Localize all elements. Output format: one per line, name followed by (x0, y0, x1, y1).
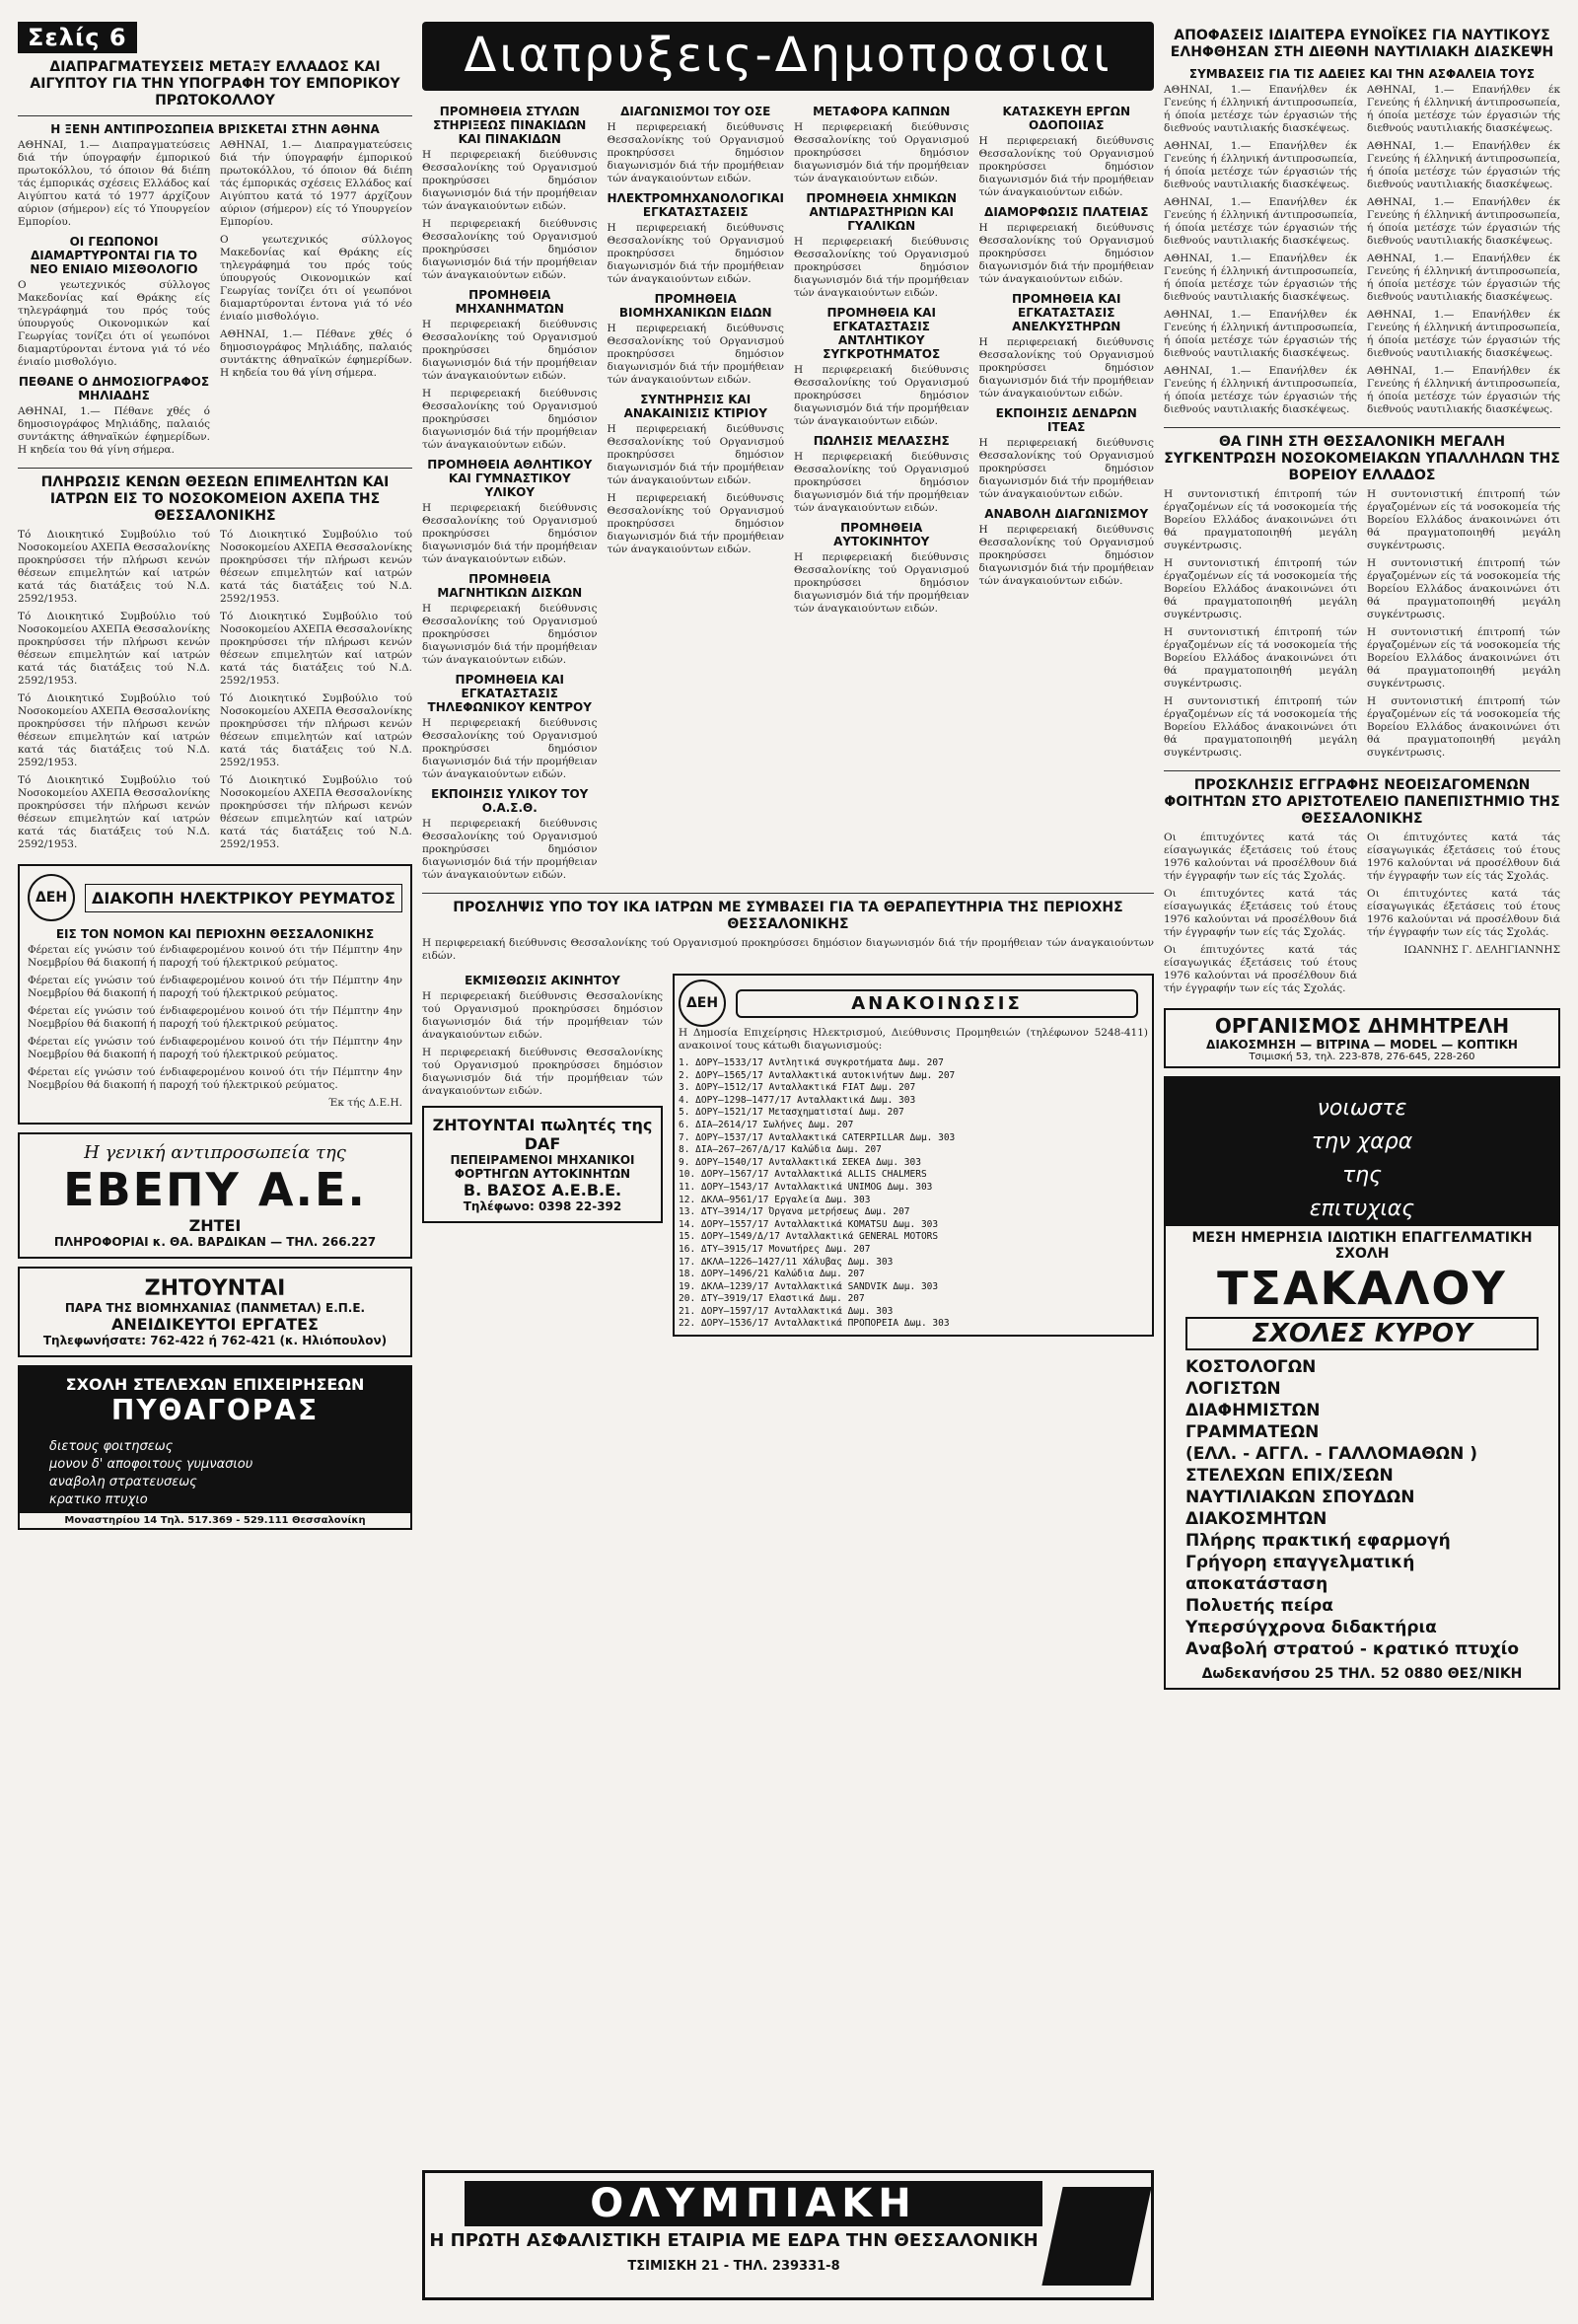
headline-university-enrollment: ΠΡΟΣΚΛΗΣΙΣ ΕΓΓΡΑΦΗΣ ΝΕΟΕΙΣΑΓΟΜΕΝΩΝ ΦΟΙΤΗΤΩΝ ΣΤΟ ΑΡΙΣΤΟΤΕΛΕΙΟ ΠΑΝΕΠΙΣΤΗΜΙΟ ΤΗΣ ΘΕΣΣΑΛΟΝΙΚΗΣ (1164, 777, 1560, 827)
dimitreli-title: ΟΡΓΑΝΙΣΜΟΣ ΔΗΜΗΤΡΕΛΗ (1214, 1014, 1510, 1038)
tender-heading: ΔΙΑΜΟΡΦΩΣΙΣ ΠΛΑΤΕΙΑΣ (984, 205, 1149, 219)
list-item: Αναβολή στρατού - κρατικό πτυχίο (1185, 1639, 1519, 1659)
list-item: (ΕΛΛ. - ΑΓΓΛ. - ΓΑΛΛΟΜΑΘΩΝ ) (1185, 1444, 1478, 1464)
announcements-title: ΑΝΑΚΟΙΝΩΣΙΣ (736, 989, 1138, 1018)
panmetal-workers: ΑΝΕΙΔΙΚΕΥΤΟΙ ΕΡΓΑΤΕΣ (111, 1315, 319, 1334)
article-body: ΑΘΗΝΑΙ, 1.— Επανήλθεν έκ Γενεύης ή έλληνική άντιπροσωπεία, ή όποία μετέσχε τών έργασιών τής διεθνούς ναυτιλιακής διασκέψεως. (1367, 253, 1560, 303)
ebepy-pre: Η γενική αντιπροσωπεία της (84, 1142, 346, 1163)
article-body: Φέρεται είς γνώσιν τού ένδιαφερομένου κοινού ότι τήν Πέμπτην 4ην Νοεμβρίου θά διακοπή ή παροχή τού ήλεκτρικού ρεύματος. (28, 1005, 402, 1030)
subhead-conventions: ΣΥΜΒΑΣΕΙΣ ΓΙΑ ΤΙΣ ΑΔΕΙΕΣ ΚΑΙ ΤΗΝ ΑΣΦΑΛΕΙΑ ΤΟΥΣ (1188, 67, 1536, 81)
article-body: Οι έπιτυχόντες κατά τάς είσαγωγικάς έξετάσεις τού έτους 1976 καλούνται νά προσέλθουν διά τήν έγγραφήν των είς τάς Σχολάς. (1164, 888, 1357, 938)
pythagoras-ad (18, 1365, 412, 1530)
center-column (422, 22, 1154, 1343)
dei-logo-icon: ΔΕΗ (28, 874, 75, 921)
feature-item: διετους φοιτησεως (49, 1439, 174, 1454)
article-body: Η περιφερειακή διεύθυνσις Θεσσαλονίκης τού Οργανισμού προκηρύσσει δημόσιον διαγωνισμόν διά τήν προμήθειαν τών άναγκαιούντων ειδών. (793, 236, 969, 299)
list-item: ΣΤΕΛΕΧΩΝ ΕΠΙΧ/ΣΕΩΝ (1185, 1466, 1394, 1486)
article-body: Οι έπιτυχόντες κατά τάς είσαγωγικάς έξετάσεις τού έτους 1976 καλούνται νά προσέλθουν διά τήν έγγραφήν των είς τάς Σχολάς. (1164, 832, 1357, 882)
article-body: Η περιφερειακή διεύθυνσις Θεσσαλονίκης τού Οργανισμού προκηρύσσει δημόσιον διαγωνισμόν διά τήν προμήθειαν τών άναγκαιούντων ειδών. (607, 121, 784, 184)
ebepy-wants: ΖΗΤΕΙ (188, 1216, 242, 1235)
list-item: ΚΟΣΤΟΛΟΓΩΝ (1185, 1357, 1317, 1377)
list-item: 3. ΔΟΡΥ—1512/17 Ανταλλακτικά FIAT Δωμ. 207 (679, 1082, 916, 1094)
article-body: Η συντονιστική έπιτροπή τών έργαζομένων είς τά νοσοκομεία τής Βορείου Ελλάδος άνακοινώνει ότι θά πραγματοποιηθή μεγάλη συγκέντρωσις. (1164, 695, 1357, 759)
ebepy-name: ΕΒΕΠΥ Α.Ε. (63, 1163, 367, 1216)
list-item: 18. ΔΟΡΥ—1496/21 Καλώδια Δωμ. 207 (679, 1269, 865, 1280)
article-body: Η συντονιστική έπιτροπή τών έργαζομένων είς τά νοσοκομεία τής Βορείου Ελλάδος άνακοινώνει ότι θά πραγματοποιηθή μεγάλη συγκέντρωσις. (1367, 626, 1560, 690)
zitountai-title: ΖΗΤΟΥΝΤΑΙ (144, 1276, 286, 1301)
headline-seafarers: ΑΠΟΦΑΣΕΙΣ ΙΔΙΑΙΤΕΡΑ ΕΥΝΟΪΚΕΣ ΓΙΑ ΝΑΥΤΙΚΟΥΣ ΕΛΗΦΘΗΣΑΝ ΣΤΗ ΔΙΕΘΝΗ ΝΑΥΤΙΛΙΑΚΗ ΔΙΑΣΚΕΨΗ (1170, 28, 1554, 60)
article-body: ΑΘΗΝΑΙ, 1.— Διαπραγματεύσεις διά τήν ύπογραφήν έμπορικού πρωτοκόλλου, τό όποιον θά διέπη τάς έμπορικάς σχέσεις Ελλάδος καί Αιγύπτου κατά τό 1977 άρχίζουν αύριον (σήμερον) είς τό Υπουργείον Εμπορίου. (18, 139, 210, 228)
article-body: Η περιφερειακή διεύθυνσις Θεσσαλονίκης τού Οργανισμού προκηρύσσει δημόσιον διαγωνισμόν διά τήν προμήθειαν τών άναγκαιούντων ειδών. (607, 423, 784, 486)
article-body: Η περιφερειακή διεύθυνσις Θεσσαλονίκης τού Οργανισμού προκηρύσσει δημόσιον διαγωνισμόν διά τήν προμήθειαν τών άναγκαιούντων ειδών. (978, 135, 1154, 198)
article-body: Τό Διοικητικό Συμβούλιο τού Νοσοκομείου ΑΧΕΠΑ Θεσσαλονίκης προκηρύσσει τήν πλήρωσι κενών θέσεων επιμελητών καί ιατρών κατά τάς διατάξεις τού Ν.Δ. 2592/1953. (18, 692, 210, 768)
panmetal-phone: Τηλεφωνήσατε: 762-422 ή 762-421 (κ. Ηλιόπουλον) (42, 1334, 388, 1347)
tender-heading: ΠΡΟΜΗΘΕΙΑ ΑΥΤΟΚΙΝΗΤΟΥ (833, 521, 930, 548)
list-item: ΔΙΑΚΟΣΜΗΤΩΝ (1185, 1509, 1327, 1529)
slogan-line: νοιωστε (1317, 1096, 1407, 1121)
article-body: Η συντονιστική έπιτροπή τών έργαζομένων είς τά νοσοκομεία τής Βορείου Ελλάδος άνακοινώνει ότι θά πραγματοποιηθή μεγάλη συγκέντρωσις. (1367, 557, 1560, 620)
dimitreli-ad (1164, 1008, 1560, 1068)
article-body: Η συντονιστική έπιτροπή τών έργαζομένων είς τά νοσοκομεία τής Βορείου Ελλάδος άνακοινώνει ότι θά πραγματοποιηθή μεγάλη συγκέντρωσις. (1367, 488, 1560, 551)
daf-line: ΠΕΠΕΙΡΑΜΕΝΟΙ ΜΗΧΑΝΙΚΟΙ ΦΟΡΤΗΓΩΝ ΑΥΤΟΚΙΝΗΤΩΝ (450, 1153, 635, 1181)
olympiaki-tagline: Η ΠΡΩΤΗ ΑΣΦΑΛΙΣΤΙΚΗ ΕΤΑΙΡΙΑ ΜΕ ΕΔΡΑ ΤΗΝ ΘΕΣΣΑΛΟΝΙΚΗ (429, 2230, 1039, 2251)
subhead-agronomists: ΟΙ ΓΕΩΠΟΝΟΙ ΔΙΑΜΑΡΤΥΡΟΝΤΑΙ ΓΙΑ ΤΟ ΝΕΟ ΕΝΙΑΙΟ ΜΙΣΘΟΛΟΓΙΟ (30, 235, 198, 276)
article-body: ΑΘΗΝΑΙ, 1.— Επανήλθεν έκ Γενεύης ή έλληνική άντιπροσωπεία, ή όποία μετέσχε τών έργασιών τής διεθνούς ναυτιλιακής διασκέψεως. (1164, 140, 1357, 190)
tender-heading: ΠΡΟΜΗΘΕΙΑ ΜΑΓΝΗΤΙΚΩΝ ΔΙΣΚΩΝ (437, 572, 583, 600)
article-body: Οι έπιτυχόντες κατά τάς είσαγωγικάς έξετάσεις τού έτους 1976 καλούνται νά προσέλθουν διά τήν έγγραφήν των είς τάς Σχολάς. (1164, 944, 1357, 994)
article-body: Φέρεται είς γνώσιν τού ένδιαφερομένου κοινού ότι τήν Πέμπτην 4ην Νοεμβρίου θά διακοπή ή παροχή τού ήλεκτρικού ρεύματος. (28, 1036, 402, 1060)
ebepy-ad (18, 1132, 412, 1259)
power-cut-title: ΔΙΑΚΟΠΗ ΗΛΕΚΤΡΙΚΟΥ ΡΕΥΜΑΤΟΣ (85, 884, 402, 912)
article-body: ΑΘΗΝΑΙ, 1.— Επανήλθεν έκ Γενεύης ή έλληνική άντιπροσωπεία, ή όποία μετέσχε τών έργασιών τής διεθνούς ναυτιλιακής διασκέψεως. (1164, 253, 1357, 303)
tsakalou-subtitle: ΣΧΟΛΕΣ ΚΥΡΟΥ (1185, 1317, 1539, 1350)
subhead-journalist-death: ΠΕΘΑΝΕ Ο ΔΗΜΟΣΙΟΓΡΑΦΟΣ ΜΗΛΙΑΔΗΣ (18, 375, 210, 402)
headline-ika-doctors: ΠΡΟΣΛΗΨΙΣ ΥΠΟ ΤΟΥ ΙΚΑ ΙΑΤΡΩΝ ΜΕ ΣΥΜΒΑΣΕΙ ΓΙΑ ΤΑ ΘΕΡΑΠΕΥΤΗΡΙΑ ΤΗΣ ΠΕΡΙΟΧΗΣ ΘΕΣΣΑΛΟΝΙΚΗΣ (453, 900, 1123, 932)
slogan-line: την χαρα (1311, 1129, 1413, 1154)
tender-heading: ΕΚΠΟΙΗΣΙΣ ΥΛΙΚΟΥ ΤΟΥ Ο.Α.Σ.Θ. (431, 787, 589, 815)
article-body: Η συντονιστική έπιτροπή τών έργαζομένων είς τά νοσοκομεία τής Βορείου Ελλάδος άνακοινώνει ότι θά πραγματοποιηθή μεγάλη συγκέντρωσις. (1164, 557, 1357, 620)
article-body: ΑΘΗΝΑΙ, 1.— Διαπραγματεύσεις διά τήν ύπογραφήν έμπορικού πρωτοκόλλου, τό όποιον θά διέπη τάς έμπορικάς σχέσεις Ελλάδος καί Αιγύπτου κατά τό 1977 άρχίζουν αύριον (σήμερον) είς τό Υπουργείον Εμπορίου. (220, 139, 412, 228)
list-item: 9. ΔΟΡΥ—1540/17 Ανταλλακτικά ΣΕΚΕΑ Δωμ. 303 (679, 1156, 921, 1168)
discus-thrower-logo-icon (1041, 2187, 1151, 2286)
tender-heading: ΣΥΝΤΗΡΗΣΙΣ ΚΑΙ ΑΝΑΚΑΙΝΙΣΙΣ ΚΤΙΡΙΟΥ (623, 393, 767, 420)
subhead-delegation: Η ΞΕΝΗ ΑΝΤΙΠΡΟΣΩΠΕΙΑ ΒΡΙΣΚΕΤΑΙ ΣΤΗΝ ΑΘΗΝΑ (50, 122, 380, 136)
tender-heading: ΚΑΤΑΣΚΕΥΗ ΕΡΓΩΝ ΟΔΟΠΟΙΙΑΣ (1002, 105, 1130, 132)
panmetal-ad (18, 1267, 412, 1357)
article-body: Η περιφερειακή διεύθυνσις Θεσσαλονίκης τού Οργανισμού προκηρύσσει δημόσιον διαγωνισμόν διά τήν προμήθειαν τών άναγκαιούντων ειδών. (422, 937, 1154, 962)
article-body: ΑΘΗΝΑΙ, 1.— Επανήλθεν έκ Γενεύης ή έλληνική άντιπροσωπεία, ή όποία μετέσχε τών έργασιών τής διεθνούς ναυτιλιακής διασκέψεως. (1367, 84, 1560, 134)
article-body: Η περιφερειακή διεύθυνσις Θεσσαλονίκης τού Οργανισμού προκηρύσσει δημόσιον διαγωνισμόν διά τήν προμήθειαν τών άναγκαιούντων ειδών. (422, 319, 598, 382)
list-item: 4. ΔΟΡΥ—1298—1477/17 Ανταλλακτικά Δωμ. 303 (679, 1094, 916, 1106)
daf-title: ΖΗΤΟΥΝΤΑΙ πωλητές της DAF (432, 1116, 653, 1153)
article-body: ΑΘΗΝΑΙ, 1.— Επανήλθεν έκ Γενεύης ή έλληνική άντιπροσωπεία, ή όποία μετέσχε τών έργασιών τής διεθνούς ναυτιλιακής διασκέψεως. (1367, 365, 1560, 415)
signature: ΙΩΑΝΝΗΣ Γ. ΔΕΛΗΓΙΑΝΝΗΣ (1403, 944, 1560, 956)
pythagoras-title: ΣΧΟΛΗ ΣΤΕΛΕΧΩΝ ΕΠΙΧΕΙΡΗΣΕΩΝ (65, 1375, 365, 1394)
right-column (1164, 22, 1560, 1698)
article-body: Τό Διοικητικό Συμβούλιο τού Νοσοκομείου ΑΧΕΠΑ Θεσσαλονίκης προκηρύσσει τήν πλήρωσι κενών θέσεων επιμελητών καί ιατρών κατά τάς διατάξεις τού Ν.Δ. 2592/1953. (18, 774, 210, 850)
article-body: Η περιφερειακή διεύθυνσις Θεσσαλονίκης τού Οργανισμού προκηρύσσει δημόσιον διαγωνισμόν διά τήν προμήθειαν τών άναγκαιούντων ειδών. (978, 222, 1154, 285)
tsakalou-address: Δωδεκανήσου 25 ΤΗΛ. 52 0880 ΘΕΣ/ΝΙΚΗ (1201, 1666, 1523, 1682)
tender-heading: ΠΡΟΜΗΘΕΙΑ ΧΗΜΙΚΩΝ ΑΝΤΙΔΡΑΣΤΗΡΙΩΝ ΚΑΙ ΓΥΑΛΙΚΩΝ (806, 191, 958, 233)
dimitreli-address: Τσιμισκή 53, τηλ. 223-878, 276-645, 228-260 (1249, 1052, 1475, 1062)
tsakalou-school-ad (1164, 1076, 1560, 1690)
list-item: Πλήρης πρακτική εφαρμογή (1185, 1531, 1451, 1551)
article-body: Φέρεται είς γνώσιν τού ένδιαφερομένου κοινού ότι τήν Πέμπτην 4ην Νοεμβρίου θά διακοπή ή παροχή τού ήλεκτρικού ρεύματος. (28, 944, 402, 969)
article-body: ΑΘΗΝΑΙ, 1.— Επανήλθεν έκ Γενεύης ή έλληνική άντιπροσωπεία, ή όποία μετέσχε τών έργασιών τής διεθνούς ναυτιλιακής διασκέψεως. (1164, 196, 1357, 247)
headline-hospital-staff: ΘΑ ΓΙΝΗ ΣΤΗ ΘΕΣΣΑΛΟΝΙΚΗ ΜΕΓΑΛΗ ΣΥΓΚΕΝΤΡΩΣΗ ΝΟΣΟΚΟΜΕΙΑΚΩΝ ΥΠΑΛΛΗΛΩΝ ΤΗΣ ΒΟΡΕΙΟΥ ΕΛΛΑΔΟΣ (1164, 434, 1560, 483)
list-item: 5. ΔΟΡΥ—1521/17 Μετασχηματισταί Δωμ. 207 (679, 1107, 904, 1119)
article-body: Η περιφερειακή διεύθυνσις Θεσσαλονίκης τού Οργανισμού προκηρύσσει δημόσιον διαγωνισμόν διά τήν προμήθειαν τών άναγκαιούντων ειδών. (422, 388, 598, 451)
daf-company: Β. ΒΑΣΟΣ Α.Ε.Β.Ε. (463, 1181, 622, 1199)
article-body: Η περιφερειακή διεύθυνσις Θεσσαλονίκης τού Οργανισμού προκηρύσσει δημόσιον διαγωνισμόν διά τήν προμήθειαν τών άναγκαιούντων ειδών. (793, 364, 969, 427)
list-item: 10. ΔΟΡΥ—1567/17 Ανταλλακτικά ALLIS CHALMERS (679, 1169, 927, 1181)
article-body: Η περιφερειακή διεύθυνσις Θεσσαλονίκης τού Οργανισμού προκηρύσσει δημόσιον διαγωνισμόν διά τήν προμήθειαν τών άναγκαιούντων ειδών. (607, 222, 784, 285)
power-cut-subtitle: ΕΙΣ ΤΟΝ ΝΟΜΟΝ ΚΑΙ ΠΕΡΙΟΧΗΝ ΘΕΣΣΑΛΟΝΙΚΗΣ (55, 927, 375, 941)
tender-heading: ΠΡΟΜΗΘΕΙΑ ΒΙΟΜΗΧΑΝΙΚΩΝ ΕΙΔΩΝ (618, 292, 772, 320)
ebepy-contact: ΠΛΗΡΟΦΟΡΙΑΙ κ. ΘΑ. ΒΑΡΔΙΚΑΝ — ΤΗΛ. 266.227 (53, 1235, 377, 1249)
list-item: 12. ΔΚΛΑ—9561/17 Εργαλεία Δωμ. 303 (679, 1194, 871, 1205)
tender-heading: ΕΚΠΟΙΗΣΙΣ ΔΕΝΔΡΩΝ ΙΤΕΑΣ (995, 406, 1137, 434)
pythagoras-name: ΠΥΘΑΓΟΡΑΣ (110, 1394, 320, 1426)
list-item: 1. ΔΟΡΥ—1533/17 Αντλητικά συγκροτήματα Δωμ. 207 (679, 1057, 944, 1068)
article-body: Φέρεται είς γνώσιν τού ένδιαφερομένου κοινού ότι τήν Πέμπτην 4ην Νοεμβρίου θά διακοπή ή παροχή τού ήλεκτρικού ρεύματος. (28, 1066, 402, 1091)
article-body: Οι έπιτυχόντες κατά τάς είσαγωγικάς έξετάσεις τού έτους 1976 καλούνται νά προσέλθουν διά τήν έγγραφήν των είς τάς Σχολάς. (1367, 888, 1560, 938)
dei-logo-icon: ΔΕΗ (679, 980, 726, 1027)
tender-heading: ΠΡΟΜΗΘΕΙΑ ΚΑΙ ΕΓΚΑΤΑΣΤΑΣΙΣ ΑΝΕΛΚΥΣΤΗΡΩΝ (1012, 292, 1121, 333)
headline-egypt-protocol: ΔΙΑΠΡΑΓΜΑΤΕΥΣΕΙΣ ΜΕΤΑΞΥ ΕΛΛΑΔΟΣ ΚΑΙ ΑΙΓΥΠΤΟΥ ΓΙΑ ΤΗΝ ΥΠΟΓΡΑΦΗ ΤΟΥ ΕΜΠΟΡΙΚΟΥ ΠΡΩΤΟΚΟΛΛΟΥ (30, 59, 400, 109)
article-body: Η περιφερειακή διεύθυνσις Θεσσαλονίκης τού Οργανισμού προκηρύσσει δημόσιον διαγωνισμόν διά τήν προμήθειαν τών άναγκαιούντων ειδών. (978, 336, 1154, 399)
dei-signature: Έκ τής Δ.Ε.Η. (327, 1097, 402, 1109)
panmetal-company: ΠΑΡΑ ΤΗΣ ΒΙΟΜΗΧΑΝΙΑΣ (ΠΑΝΜΕΤΑΛ) Ε.Π.Ε. (64, 1301, 366, 1315)
article-body: ΑΘΗΝΑΙ, 1.— Πέθανε χθές ό δημοσιογράφος Μηλιάδης, παλαιός συντάκτης άθηναϊκών έφημερίδων. Η κηδεία του θά γίνη σήμερα. (220, 328, 412, 379)
article-body: Η περιφερειακή διεύθυνσις Θεσσαλονίκης τού Οργανισμού προκηρύσσει δημόσιον διαγωνισμόν διά τήν προμήθειαν τών άναγκαιούντων ειδών. (793, 451, 969, 514)
list-item: 8. ΔΙΑ—267—267/Δ/17 Καλώδια Δωμ. 207 (679, 1144, 882, 1156)
article-body: ΑΘΗΝΑΙ, 1.— Επανήλθεν έκ Γενεύης ή έλληνική άντιπροσωπεία, ή όποία μετέσχε τών έργασιών τής διεθνούς ναυτιλιακής διασκέψεως. (1367, 140, 1560, 190)
article-body: ΑΘΗΝΑΙ, 1.— Επανήλθεν έκ Γενεύης ή έλληνική άντιπροσωπεία, ή όποία μετέσχε τών έργασιών τής διεθνούς ναυτιλιακής διασκέψεως. (1367, 309, 1560, 359)
article-body: Τό Διοικητικό Συμβούλιο τού Νοσοκομείου ΑΧΕΠΑ Θεσσαλονίκης προκηρύσσει τήν πλήρωσι κενών θέσεων επιμελητών καί ιατρών κατά τάς διατάξεις τού Ν.Δ. 2592/1953. (220, 692, 412, 768)
article-body: Η περιφερειακή διεύθυνσις Θεσσαλονίκης τού Οργανισμού προκηρύσσει δημόσιον διαγωνισμόν διά τήν προμήθειαν τών άναγκαιούντων ειδών. (978, 437, 1154, 500)
list-item: 13. ΔΤΥ—3914/17 Όργανα μετρήσεως Δωμ. 207 (679, 1206, 910, 1218)
list-item: Γρήγορη επαγγελματική αποκατάσταση (1185, 1553, 1415, 1594)
tender-heading: ΑΝΑΒΟΛΗ ΔΙΑΓΩΝΙΣΜΟΥ (984, 507, 1149, 521)
article-body: Φέρεται είς γνώσιν τού ένδιαφερομένου κοινού ότι τήν Πέμπτην 4ην Νοεμβρίου θά διακοπή ή παροχή τού ήλεκτρικού ρεύματος. (28, 975, 402, 999)
headline-axepa-positions: ΠΛΗΡΩΣΙΣ ΚΕΝΩΝ ΘΕΣΕΩΝ ΕΠΙΜΕΛΗΤΩΝ ΚΑΙ ΙΑΤΡΩΝ ΕΙΣ ΤΟ ΝΟΣΟΚΟΜΕΙΟΝ ΑΧΕΠΑ ΤΗΣ ΘΕΣΣΑΛΟΝΙΚΗΣ (40, 474, 390, 524)
list-item: 16. ΔΤΥ—3915/17 Μονωτήρες Δωμ. 207 (679, 1243, 871, 1255)
tender-heading: ΠΡΟΜΗΘΕΙΑ ΚΑΙ ΕΓΚΑΤΑΣΤΑΣΙΣ ΑΝΤΛΗΤΙΚΟΥ ΣΥΓΚΡΟΤΗΜΑΤΟΣ (823, 306, 941, 361)
feature-item: αναβολη στρατευσεως (49, 1475, 197, 1489)
article-body: Η περιφερειακή διεύθυνσις Θεσσαλονίκης τού Οργανισμού προκηρύσσει δημόσιον διαγωνισμόν διά τήν προμήθειαν τών άναγκαιούντων ειδών. (607, 492, 784, 555)
list-item: 21. ΔΟΡΥ—1597/17 Ανταλλακτικά Δωμ. 303 (679, 1305, 894, 1317)
article-body: Τό Διοικητικό Συμβούλιο τού Νοσοκομείου ΑΧΕΠΑ Θεσσαλονίκης προκηρύσσει τήν πλήρωσι κενών θέσεων επιμελητών καί ιατρών κατά τάς διατάξεις τού Ν.Δ. 2592/1953. (18, 529, 210, 605)
tender-heading: ΠΡΟΜΗΘΕΙΑ ΜΗΧΑΝΗΜΑΤΩΝ (455, 288, 564, 316)
left-column (18, 22, 412, 1538)
olympiaki-insurance-ad (422, 2170, 1154, 2300)
article-body: Τό Διοικητικό Συμβούλιο τού Νοσοκομείου ΑΧΕΠΑ Θεσσαλονίκης προκηρύσσει τήν πλήρωσι κενών θέσεων επιμελητών καί ιατρών κατά τάς διατάξεις τού Ν.Δ. 2592/1953. (220, 611, 412, 687)
slogan-line: επιτυχιας (1309, 1197, 1415, 1221)
article-body: Τό Διοικητικό Συμβούλιο τού Νοσοκομείου ΑΧΕΠΑ Θεσσαλονίκης προκηρύσσει τήν πλήρωσι κενών θέσεων επιμελητών καί ιατρών κατά τάς διατάξεις τού Ν.Δ. 2592/1953. (220, 529, 412, 605)
dei-power-cut-notice (18, 864, 412, 1125)
article-body: ΑΘΗΝΑΙ, 1.— Πέθανε χθές ό δημοσιογράφος Μηλιάδης, παλαιός συντάκτης άθηναϊκών έφημερίδων. Η κηδεία του θά γίνη σήμερα. (18, 405, 210, 456)
article-body: Η περιφερειακή διεύθυνσις Θεσσαλονίκης τού Οργανισμού προκηρύσσει δημόσιον διαγωνισμόν διά τήν προμήθειαν τών άναγκαιούντων ειδών. (422, 149, 598, 212)
list-item: Πολυετής πείρα (1185, 1596, 1333, 1616)
announcements-list (679, 1057, 1148, 1331)
article-body: Η περιφερειακή διεύθυνσις Θεσσαλονίκης τού Οργανισμού προκηρύσσει δημόσιον διαγωνισμόν διά τήν προμήθειαν τών άναγκαιούντων ειδών. (422, 603, 598, 666)
tender-heading: ΗΛΕΚΤΡΟΜΗΧΑΝΟΛΟΓΙΚΑΙ ΕΓΚΑΤΑΣΤΑΣΕΙΣ (607, 191, 784, 219)
list-item: ΔΙΑΦΗΜΙΣΤΩΝ (1185, 1401, 1321, 1420)
article-body: ΑΘΗΝΑΙ, 1.— Επανήλθεν έκ Γενεύης ή έλληνική άντιπροσωπεία, ή όποία μετέσχε τών έργασιών τής διεθνούς ναυτιλιακής διασκέψεως. (1164, 365, 1357, 415)
list-item: ΓΡΑΜΜΑΤΕΩΝ (1185, 1422, 1320, 1442)
article-body: ΑΘΗΝΑΙ, 1.— Επανήλθεν έκ Γενεύης ή έλληνική άντιπροσωπεία, ή όποία μετέσχε τών έργασιών τής διεθνούς ναυτιλιακής διασκέψεως. (1164, 84, 1357, 134)
list-item: 7. ΔΟΡΥ—1537/17 Ανταλλακτικά CATERPILLAR Δωμ. 303 (679, 1131, 956, 1143)
list-item: 17. ΔΚΛΑ—1226—1427/11 Χάλυβας Δωμ. 303 (679, 1256, 894, 1268)
article-body: ΑΘΗΝΑΙ, 1.— Επανήλθεν έκ Γενεύης ή έλληνική άντιπροσωπεία, ή όποία μετέσχε τών έργασιών τής διεθνούς ναυτιλιακής διασκέψεως. (1164, 309, 1357, 359)
graduate-photo (1166, 1078, 1558, 1226)
article-body: Ο γεωτεχνικός σύλλογος Μακεδονίας καί Θράκης είς τηλεγράφημά του πρός τούς ύπουργούς Οικονομικών καί Γεωργίας τονίζει ότι οί γεωπόνοι διαμαρτύρονται έντονα γιά τό νέο ένιαίο μισθολόγιο. (220, 234, 412, 323)
olympiaki-address: ΤΣΙΜΙΣΚΗ 21 - ΤΗΛ. 239331-8 (627, 2259, 840, 2274)
daf-ad (422, 1106, 663, 1223)
tender-heading: ΜΕΤΑΦΟΡΑ ΚΑΠΝΩΝ (813, 105, 951, 118)
tender-heading: ΠΩΛΗΣΙΣ ΜΕΛΑΣΣΗΣ (813, 434, 950, 448)
page-number-tag: Σελίς 6 (18, 22, 137, 53)
article-body: Η συντονιστική έπιτροπή τών έργαζομένων είς τά νοσοκομεία τής Βορείου Ελλάδος άνακοινώνει ότι θά πραγματοποιηθή μεγάλη συγκέντρωσις. (1164, 626, 1357, 690)
pythagoras-address: Μοναστηρίου 14 Τηλ. 517.369 - 529.111 Θεσσαλονίκη (64, 1515, 366, 1526)
tender-heading: ΠΡΟΜΗΘΕΙΑ ΚΑΙ ΕΓΚΑΤΑΣΤΑΣΙΣ ΤΗΛΕΦΩΝΙΚΟΥ ΚΕΝΤΡΟΥ (427, 673, 592, 714)
article-body: Ο γεωτεχνικός σύλλογος Μακεδονίας καί Θράκης είς τηλεγράφημά του πρός τούς ύπουργούς Οικονομικών καί Γεωργίας τονίζει ότι οί γεωπόνοι διαμαρτύρονται έντονα γιά τό νέο ένιαίο μισθολόγιο. (18, 279, 210, 368)
article-body: Η περιφερειακή διεύθυνσις Θεσσαλονίκης τού Οργανισμού προκηρύσσει δημόσιον διαγωνισμόν διά τήν προμήθειαν τών άναγκαιούντων ειδών. (422, 218, 598, 281)
feature-item: μονον δ' αποφοιτους γυμνασιου (49, 1457, 253, 1472)
article-body: Η συντονιστική έπιτροπή τών έργαζομένων είς τά νοσοκομεία τής Βορείου Ελλάδος άνακοινώνει ότι θά πραγματοποιηθή μεγάλη συγκέντρωσις. (1164, 488, 1357, 551)
pythagoras-features (20, 1434, 410, 1513)
list-item: 2. ΔΟΡΥ—1565/17 Ανταλλακτικά αυτοκινήτων Δωμ. 207 (679, 1069, 956, 1081)
article-body: Η περιφερειακή διεύθυνσις Θεσσαλονίκης τού Οργανισμού προκηρύσσει δημόσιον διαγωνισμόν διά τήν προμήθειαν τών άναγκαιούντων ειδών. (607, 323, 784, 386)
feature-item: κρατικο πτυχιο (49, 1492, 148, 1507)
list-item: ΝΑΥΤΙΛΙΑΚΩΝ ΣΠΟΥΔΩΝ (1185, 1488, 1415, 1507)
tender-heading: ΔΙΑΓΩΝΙΣΜΟΙ ΤΟΥ ΟΣΕ (620, 105, 771, 118)
list-item: 20. ΔΤΥ—3919/17 Ελαστικά Δωμ. 207 (679, 1293, 865, 1305)
list-item: Υπερσύγχρονα διδακτήρια (1185, 1618, 1437, 1637)
article-body: Η περιφερειακή διεύθυνσις Θεσσαλονίκης τού Οργανισμού προκηρύσσει δημόσιον διαγωνισμόν διά τήν προμήθειαν τών άναγκαιούντων ειδών. (978, 524, 1154, 587)
article-body: Η περιφερειακή διεύθυνσις Θεσσαλονίκης τού Οργανισμού προκηρύσσει δημόσιον διαγωνισμόν διά τήν προμήθειαν τών άναγκαιούντων ειδών. (422, 502, 598, 565)
list-item: 19. ΔΚΛΑ—1239/17 Ανταλλακτικά SANDVIK Δωμ. 303 (679, 1280, 939, 1292)
slogan-line: της (1341, 1163, 1383, 1188)
list-item: 6. ΔΙΑ—2614/17 Σωλήνες Δωμ. 207 (679, 1119, 854, 1130)
tsakalou-name: ΤΣΑΚΑΛΟΥ (1217, 1262, 1507, 1315)
daf-phone: Τηλέφωνο: 0398 22-392 (463, 1199, 622, 1213)
list-item: 11. ΔΟΡΥ—1543/17 Ανταλλακτικά UNIMOG Δωμ. 303 (679, 1181, 933, 1193)
article-body: Η περιφερειακή διεύθυνσις Θεσσαλονίκης τού Οργανισμού προκηρύσσει δημόσιον διαγωνισμόν διά τήν προμήθειαν τών άναγκαιούντων ειδών. (422, 990, 663, 1041)
list-item: 15. ΔΟΡΥ—1549/Δ/17 Ανταλλακτικά GENERAL MOTORS (679, 1231, 939, 1243)
olympiaki-name: ΟΛΥΜΠΙΑΚΗ (465, 2181, 1042, 2226)
tsakalou-pre: ΜΕΣΗ ΗΜΕΡΗΣΙΑ ΙΔΙΩΤΙΚΗ ΕΠΑΓΓΕΛΜΑΤΙΚΗ ΣΧΟΛΗ (1191, 1230, 1533, 1262)
tender-heading: ΠΡΟΜΗΘΕΙΑ ΑΘΛΗΤΙΚΟΥ ΚΑΙ ΓΥΜΝΑΣΤΙΚΟΥ ΥΛΙΚΟΥ (427, 458, 593, 499)
article-body: Η περιφερειακή διεύθυνσις Θεσσαλονίκης τού Οργανισμού προκηρύσσει δημόσιον διαγωνισμόν διά τήν προμήθειαν τών άναγκαιούντων ειδών. (422, 717, 598, 780)
article-body: Η περιφερειακή διεύθυνσις Θεσσαλονίκης τού Οργανισμού προκηρύσσει δημόσιον διαγωνισμόν διά τήν προμήθειαν τών άναγκαιούντων ειδών. (422, 818, 598, 881)
section-banner: Διαπρυξεις-Δημοπρασιαι (422, 22, 1154, 91)
list-item: 22. ΔΟΡΥ—1536/17 Ανταλλακτικά ΠΡΟΠΟΡΕΙΑ Δωμ. 303 (679, 1318, 950, 1330)
announcements-intro: Η Δημοσία Επιχείρησις Ηλεκτρισμού, Διεύθυνσις Προμηθειών (τηλέφωνον 5248-411) ανακοινοί τους κάτωθι διαγωνισμούς: (679, 1027, 1148, 1052)
article-body: Η συντονιστική έπιτροπή τών έργαζομένων είς τά νοσοκομεία τής Βορείου Ελλάδος άνακοινώνει ότι θά πραγματοποιηθή μεγάλη συγκέντρωσις. (1367, 695, 1560, 759)
article-body: ΑΘΗΝΑΙ, 1.— Επανήλθεν έκ Γενεύης ή έλληνική άντιπροσωπεία, ή όποία μετέσχε τών έργασιών τής διεθνούς ναυτιλιακής διασκέψεως. (1367, 196, 1560, 247)
article-body: Οι έπιτυχόντες κατά τάς είσαγωγικάς έξετάσεις τού έτους 1976 καλούνται νά προσέλθουν διά τήν έγγραφήν των είς τάς Σχολάς. (1367, 832, 1560, 882)
list-item: 14. ΔΟΡΥ—1557/17 Ανταλλακτικά KOMATSU Δωμ. 303 (679, 1218, 939, 1230)
article-body: Τό Διοικητικό Συμβούλιο τού Νοσοκομείου ΑΧΕΠΑ Θεσσαλονίκης προκηρύσσει τήν πλήρωσι κενών θέσεων επιμελητών καί ιατρών κατά τάς διατάξεις τού Ν.Δ. 2592/1953. (18, 611, 210, 687)
dimitreli-services: ΔΙΑΚΟΣΜΗΣΗ — ΒΙΤΡΙΝΑ — MODEL — ΚΟΠΤΙΚΗ (1206, 1038, 1518, 1052)
list-item: ΛΟΓΙΣΤΩΝ (1185, 1379, 1281, 1399)
tsakalou-programs (1166, 1356, 1558, 1660)
article-body: Η περιφερειακή διεύθυνσις Θεσσαλονίκης τού Οργανισμού προκηρύσσει δημόσιον διαγωνισμόν διά τήν προμήθειαν τών άναγκαιούντων ειδών. (793, 121, 969, 184)
tender-heading: ΠΡΟΜΗΘΕΙΑ ΣΤΥΛΩΝ ΣΤΗΡΙΞΕΩΣ ΠΙΝΑΚΙΔΩΝ ΚΑΙ ΠΙΝΑΚΙΔΩΝ (433, 105, 587, 146)
tender-heading: ΕΚΜΙΣΘΩΣΙΣ ΑΚΙΝΗΤΟΥ (465, 974, 620, 987)
article-body: Τό Διοικητικό Συμβούλιο τού Νοσοκομείου ΑΧΕΠΑ Θεσσαλονίκης προκηρύσσει τήν πλήρωσι κενών θέσεων επιμελητών καί ιατρών κατά τάς διατάξεις τού Ν.Δ. 2592/1953. (220, 774, 412, 850)
dei-announcements (673, 974, 1154, 1337)
article-body: Η περιφερειακή διεύθυνσις Θεσσαλονίκης τού Οργανισμού προκηρύσσει δημόσιον διαγωνισμόν διά τήν προμήθειαν τών άναγκαιούντων ειδών. (793, 551, 969, 615)
article-body: Η περιφερειακή διεύθυνσις Θεσσαλονίκης τού Οργανισμού προκηρύσσει δημόσιον διαγωνισμόν διά τήν προμήθειαν τών άναγκαιούντων ειδών. (422, 1047, 663, 1097)
